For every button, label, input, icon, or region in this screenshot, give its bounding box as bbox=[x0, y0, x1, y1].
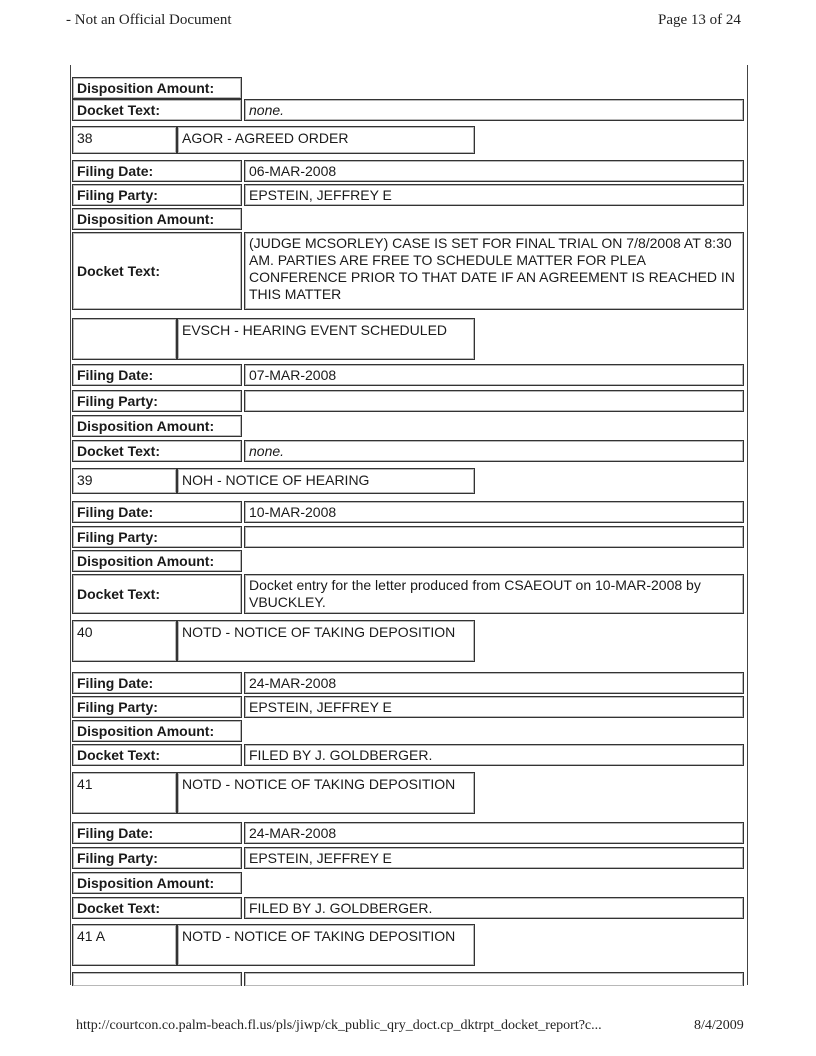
filing-party-label: Filing Party: bbox=[72, 184, 242, 206]
disposition-amount-label: Disposition Amount: bbox=[72, 550, 242, 572]
filing-date-label: Filing Date: bbox=[72, 501, 242, 523]
filing-party-value bbox=[244, 526, 744, 548]
table-left-rule bbox=[70, 65, 71, 985]
disposition-amount-label: Disposition Amount: bbox=[72, 720, 242, 742]
filing-party-label: Filing Party: bbox=[72, 390, 242, 412]
docket-text-label: Docket Text: bbox=[72, 440, 242, 462]
docket-text-value: none. bbox=[244, 99, 744, 121]
filing-date-label: Filing Date: bbox=[72, 160, 242, 182]
filing-date-label-cut bbox=[72, 972, 242, 986]
disposition-amount-label: Disposition Amount: bbox=[72, 415, 242, 437]
entry-number: 39 bbox=[72, 468, 177, 494]
entry-number bbox=[72, 318, 177, 360]
filing-party-label: Filing Party: bbox=[72, 526, 242, 548]
document-watermark-header: - Not an Official Document bbox=[66, 12, 232, 28]
entry-number: 41 A bbox=[72, 924, 177, 966]
source-url: http://courtcon.co.palm-beach.fl.us/pls/jiwp/ck_public_qry_doct.cp_dktrpt_docket_report?c... bbox=[76, 1018, 602, 1033]
docket-text-label: Docket Text: bbox=[72, 232, 242, 310]
disposition-amount-label: Disposition Amount: bbox=[72, 208, 242, 230]
table-right-rule bbox=[747, 65, 748, 985]
filing-date-value: 10-MAR-2008 bbox=[244, 501, 744, 523]
filing-party-value: EPSTEIN, JEFFREY E bbox=[244, 847, 744, 869]
entry-title[interactable]: NOH - NOTICE OF HEARING bbox=[177, 468, 475, 494]
docket-text-value: none. bbox=[244, 440, 744, 462]
docket-text-label: Docket Text: bbox=[72, 897, 242, 919]
filing-date-label: Filing Date: bbox=[72, 364, 242, 386]
filing-date-value: 07-MAR-2008 bbox=[244, 364, 744, 386]
docket-text-value: Docket entry for the letter produced from CSAEOUT on 10-MAR-2008 by VBUCKLEY. bbox=[244, 574, 744, 614]
entry-number: 41 bbox=[72, 772, 177, 814]
filing-date-label: Filing Date: bbox=[72, 672, 242, 694]
filing-date-value-cut bbox=[244, 972, 744, 986]
docket-text-value: FILED BY J. GOLDBERGER. bbox=[244, 897, 744, 919]
filing-party-value: EPSTEIN, JEFFREY E bbox=[244, 184, 744, 206]
entry-title[interactable]: NOTD - NOTICE OF TAKING DEPOSITION bbox=[177, 772, 475, 814]
entry-number: 40 bbox=[72, 620, 177, 662]
filing-date-value: 06-MAR-2008 bbox=[244, 160, 744, 182]
docket-text-label: Docket Text: bbox=[72, 574, 242, 614]
entry-title[interactable]: NOTD - NOTICE OF TAKING DEPOSITION bbox=[177, 620, 475, 662]
docket-text-label: Docket Text: bbox=[72, 99, 242, 121]
entry-title[interactable]: AGOR - AGREED ORDER bbox=[177, 126, 475, 154]
entry-number: 38 bbox=[72, 126, 177, 154]
filing-party-value: EPSTEIN, JEFFREY E bbox=[244, 696, 744, 718]
filing-party-value bbox=[244, 390, 744, 412]
filing-date-value: 24-MAR-2008 bbox=[244, 672, 744, 694]
filing-date-label: Filing Date: bbox=[72, 822, 242, 844]
entry-title[interactable]: EVSCH - HEARING EVENT SCHEDULED bbox=[177, 318, 475, 360]
filing-party-label: Filing Party: bbox=[72, 696, 242, 718]
disposition-amount-label: Disposition Amount: bbox=[72, 872, 242, 894]
docket-text-value: (JUDGE MCSORLEY) CASE IS SET FOR FINAL TRIAL ON 7/8/2008 AT 8:30 AM. PARTIES ARE FREE TO SCHEDULE MATTER FOR PLEA CONFERENCE PRIOR TO THAT DATE IF AN AGREEMENT IS REACHED IN THIS MATTER bbox=[244, 232, 744, 310]
print-date: 8/4/2009 bbox=[694, 1018, 744, 1033]
docket-text-label: Docket Text: bbox=[72, 744, 242, 766]
filing-date-value: 24-MAR-2008 bbox=[244, 822, 744, 844]
page-number: Page 13 of 24 bbox=[658, 12, 741, 28]
entry-title[interactable]: NOTD - NOTICE OF TAKING DEPOSITION bbox=[177, 924, 475, 966]
filing-party-label: Filing Party: bbox=[72, 847, 242, 869]
disposition-amount-label: Disposition Amount: bbox=[72, 77, 242, 99]
docket-text-value: FILED BY J. GOLDBERGER. bbox=[244, 744, 744, 766]
